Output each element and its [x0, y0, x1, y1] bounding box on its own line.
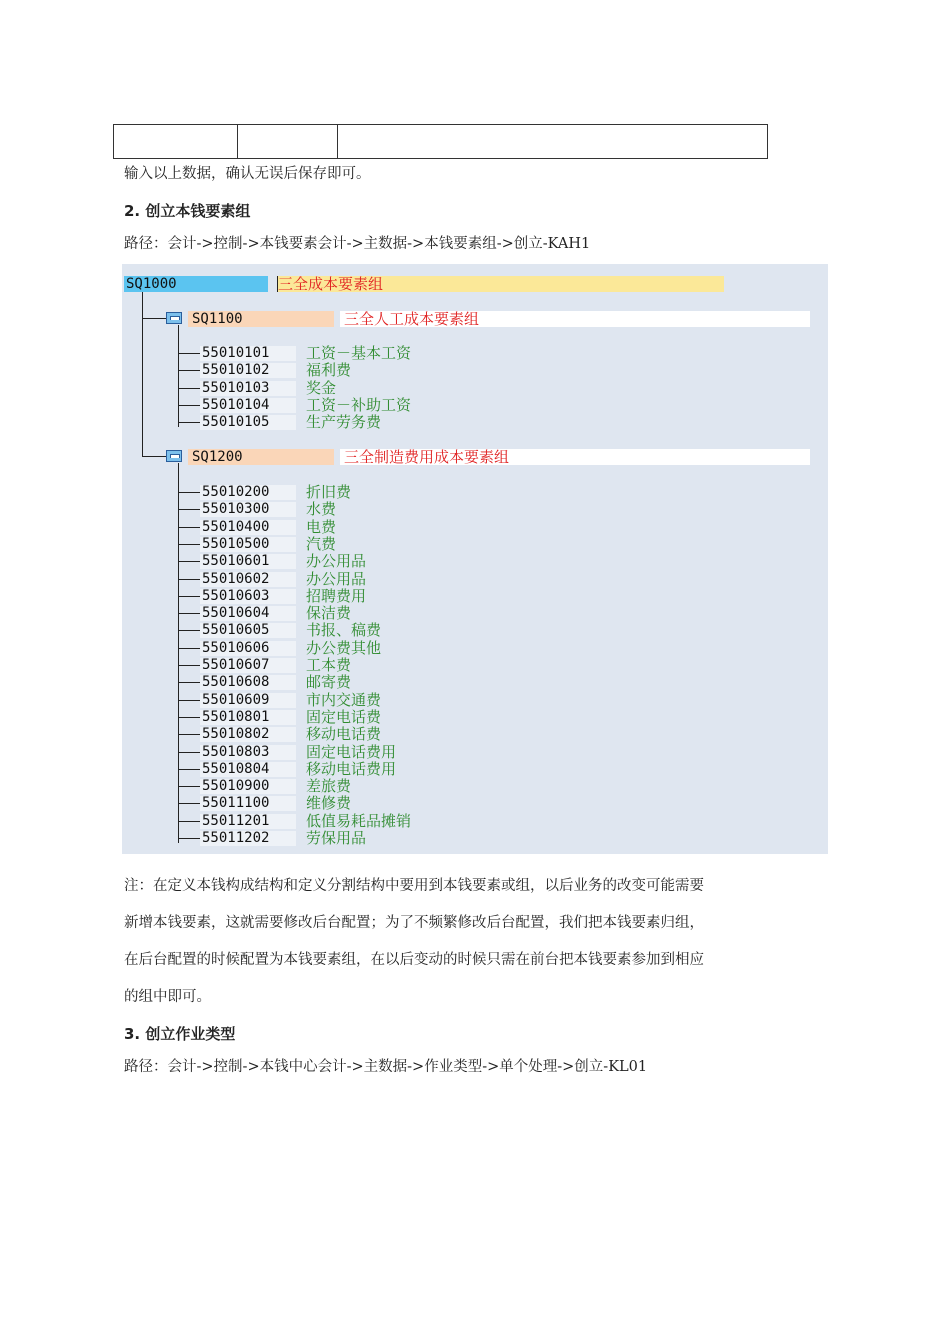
cost-element-code[interactable]: 55010801 [200, 710, 296, 725]
cost-element-code[interactable]: 55010102 [200, 363, 296, 378]
cost-element-description: 招聘费用 [306, 586, 367, 605]
tree-connector [178, 544, 200, 545]
cost-element-description: 保洁费 [306, 604, 352, 623]
cost-element-code[interactable]: 55010606 [200, 641, 296, 656]
tree-item[interactable] [200, 813, 411, 830]
cost-element-code[interactable]: 55011201 [200, 814, 296, 829]
tree-item[interactable] [200, 761, 396, 778]
tree-connector [178, 579, 200, 580]
cost-element-description: 移动电话费 [306, 725, 382, 744]
cost-element-code[interactable]: 55010300 [200, 502, 296, 517]
tree-connector [178, 492, 200, 493]
folder-icon[interactable] [166, 312, 182, 324]
tree-item[interactable] [200, 709, 381, 726]
cost-element-description: 水费 [306, 500, 337, 519]
note-line: 的组中即可。 [124, 989, 211, 1005]
group-name[interactable]: 三全制造费用成本要素组 [340, 449, 810, 465]
cost-element-code[interactable]: 55010105 [200, 415, 296, 430]
tree-connector [178, 422, 200, 423]
cost-element-code[interactable]: 55010101 [200, 346, 296, 361]
tree-connector [178, 561, 200, 562]
tree-connector [178, 353, 200, 354]
cost-element-code[interactable]: 55010802 [200, 727, 296, 742]
cost-element-code[interactable]: 55010607 [200, 658, 296, 673]
tree-connector [178, 734, 200, 735]
root-group-name[interactable]: 三全成本要素组 [278, 276, 724, 292]
cost-element-description: 汽费 [306, 534, 337, 553]
tree-item[interactable] [200, 830, 366, 847]
tree-connector [178, 682, 200, 683]
cost-element-code[interactable]: 55010803 [200, 745, 296, 760]
section-2-path: 路径：会计->控制->本钱要素会计->主数据->本钱要素组->创立-KAH1 [124, 236, 591, 252]
tree-connector [142, 292, 143, 456]
tree-item[interactable] [200, 795, 351, 812]
cost-element-code[interactable]: 55010400 [200, 520, 296, 535]
section-3-heading: 3. 创立作业类型 [124, 1025, 236, 1043]
tree-item[interactable] [200, 484, 351, 501]
tree-connector [178, 370, 200, 371]
cost-element-code[interactable]: 55010609 [200, 693, 296, 708]
tree-item[interactable] [200, 588, 366, 605]
cost-element-description: 书报、稿费 [306, 621, 382, 640]
cost-element-code[interactable]: 55010200 [200, 485, 296, 500]
cost-element-description: 固定电话费用 [306, 742, 397, 761]
tree-item[interactable] [200, 553, 366, 570]
tree-item[interactable] [200, 726, 381, 743]
tree-item[interactable] [200, 605, 351, 622]
tree-connector [178, 613, 200, 614]
cost-element-code[interactable]: 55010604 [200, 606, 296, 621]
table-cell [338, 125, 767, 158]
tree-item[interactable] [200, 380, 336, 397]
tree-connector [178, 630, 200, 631]
cost-element-description: 办公用品 [306, 552, 367, 571]
cost-element-code[interactable]: 55010603 [200, 589, 296, 604]
cost-element-description: 低值易耗品摊销 [306, 811, 412, 830]
cost-element-code[interactable]: 55010602 [200, 572, 296, 587]
tree-connector [178, 648, 200, 649]
note-line: 在后台配置的时候配置为本钱要素组，在以后变动的时候只需在前台把本钱要素参加到相应 [124, 952, 704, 968]
cost-element-description: 奖金 [306, 378, 337, 397]
cost-element-description: 维修费 [306, 794, 352, 813]
cost-element-description: 市内交通费 [306, 690, 382, 709]
tree-item[interactable] [200, 674, 351, 691]
cost-element-description: 邮寄费 [306, 673, 352, 692]
tree-item[interactable] [200, 692, 381, 709]
tree-connector [178, 596, 200, 597]
tree-connector [178, 405, 200, 406]
cost-element-code[interactable]: 55010601 [200, 554, 296, 569]
tree-connector [178, 752, 200, 753]
tree-item[interactable] [200, 744, 396, 761]
tree-connector [178, 325, 179, 427]
group-id[interactable]: SQ1100 [188, 311, 334, 327]
table-cell [238, 125, 338, 158]
group-name[interactable]: 三全人工成本要素组 [340, 311, 810, 327]
cost-element-description: 工资－基本工资 [306, 344, 412, 362]
cost-element-code[interactable]: 55010104 [200, 398, 296, 413]
tree-connector [178, 665, 200, 666]
cost-element-code[interactable]: 55010900 [200, 779, 296, 794]
cost-element-code[interactable]: 55010605 [200, 623, 296, 638]
cost-element-description: 生产劳务费 [306, 413, 382, 432]
tree-item[interactable] [200, 345, 411, 362]
tree-item[interactable] [200, 397, 411, 414]
tree-item[interactable] [200, 362, 351, 379]
tree-connector [142, 456, 168, 457]
tree-item[interactable] [200, 519, 336, 536]
cost-element-description: 办公用品 [306, 569, 367, 588]
table-cell [114, 125, 238, 158]
tree-item[interactable] [200, 778, 351, 795]
cost-element-code[interactable]: 55010500 [200, 537, 296, 552]
cost-element-description: 折旧费 [306, 483, 352, 501]
tree-connector [178, 769, 200, 770]
cost-element-group-tree [122, 264, 828, 854]
cost-element-description: 工资－补助工资 [306, 395, 412, 414]
tree-item[interactable] [200, 414, 381, 431]
tree-item[interactable] [200, 571, 366, 588]
root-group-id[interactable]: SQ1000 [124, 276, 268, 292]
tree-connector [178, 838, 200, 839]
tree-item[interactable] [200, 622, 381, 639]
section-2-heading: 2. 创立本钱要素组 [124, 202, 251, 220]
cost-element-description: 固定电话费 [306, 707, 382, 726]
cost-element-description: 劳保用品 [306, 829, 367, 847]
note-paragraph [124, 868, 834, 1016]
cost-element-code[interactable]: 55010103 [200, 381, 296, 396]
cost-element-description: 差旅费 [306, 777, 352, 796]
group-id[interactable]: SQ1200 [188, 449, 334, 465]
section-3-path: 路径：会计->控制->本钱中心会计->主数据->作业类型->单个处理->创立-KL01 [124, 1059, 648, 1075]
cost-element-description: 移动电话费用 [306, 759, 397, 778]
tree-connector [178, 786, 200, 787]
cost-element-description: 电费 [306, 517, 337, 536]
tree-connector [178, 527, 200, 528]
tree-item[interactable] [200, 536, 336, 553]
empty-table-row [113, 124, 768, 159]
cost-element-description: 福利费 [306, 361, 352, 380]
note-line: 新增本钱要素，这就需要修改后台配置；为了不频繁修改后台配置，我们把本钱要素归组， [124, 915, 704, 931]
tree-connector [178, 700, 200, 701]
cost-element-code[interactable]: 55011100 [200, 796, 296, 811]
cost-element-code[interactable]: 55011202 [200, 831, 296, 846]
cost-element-code[interactable]: 55010608 [200, 675, 296, 690]
cost-element-code[interactable]: 55010804 [200, 762, 296, 777]
tree-connector [142, 318, 168, 319]
tree-item[interactable] [200, 657, 351, 674]
tree-item[interactable] [200, 640, 381, 657]
tree-connector [178, 803, 200, 804]
cost-element-description: 工本费 [306, 656, 352, 674]
tree-connector [178, 509, 200, 510]
folder-icon[interactable] [166, 450, 182, 462]
tree-connector [178, 717, 200, 718]
note-line: 注：在定义本钱构成结构和定义分割结构中要用到本钱要素或组，以后业务的改变可能需要 [124, 878, 704, 894]
tree-connector [178, 388, 200, 389]
tree-connector [178, 821, 200, 822]
intro-text: 输入以上数据，确认无误后保存即可。 [124, 166, 371, 182]
tree-item[interactable] [200, 501, 336, 518]
cost-element-description: 办公费其他 [306, 638, 382, 657]
